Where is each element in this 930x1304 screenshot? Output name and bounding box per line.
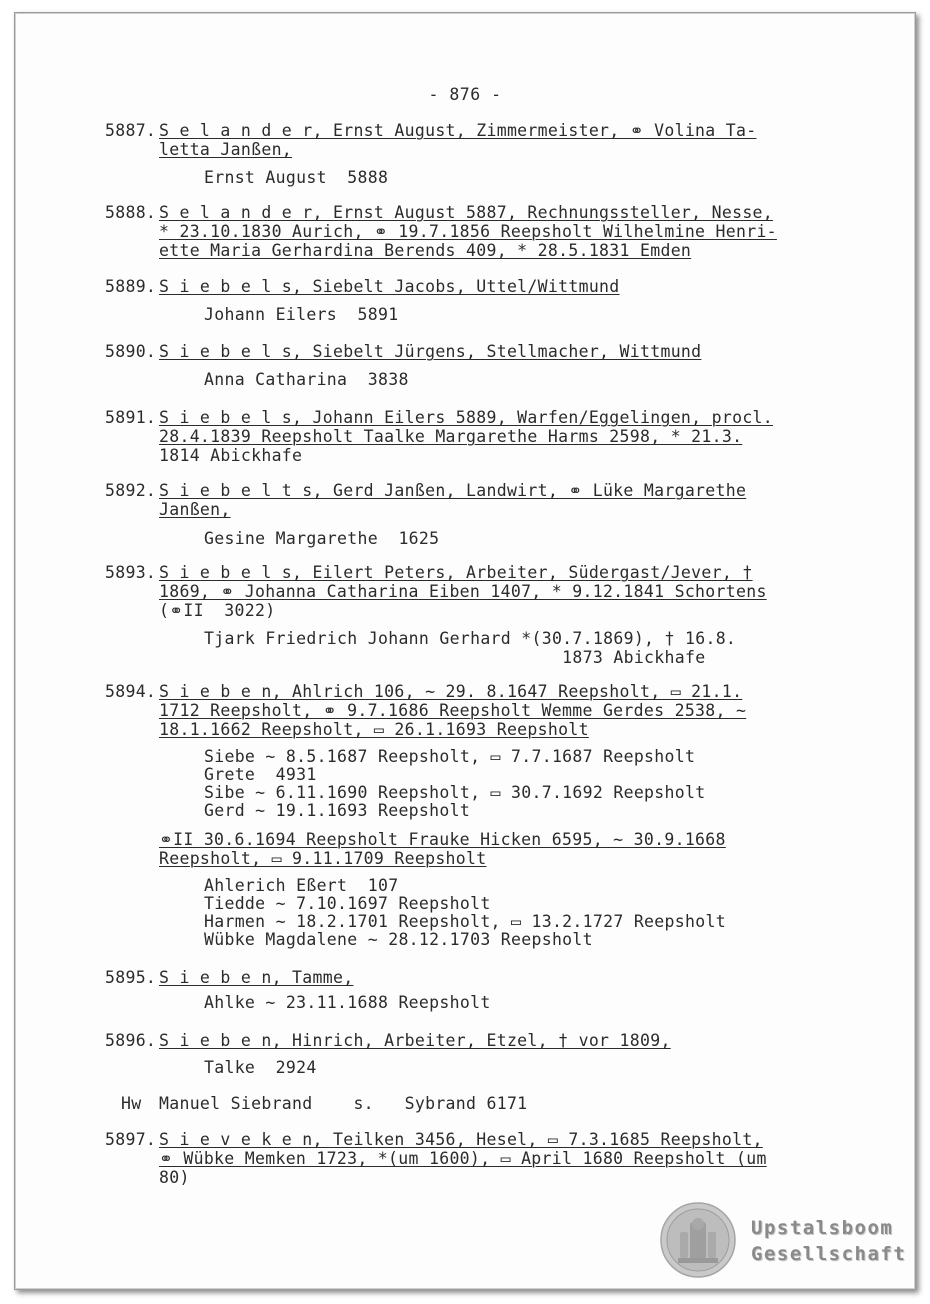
entry-number: 5894. <box>105 682 157 701</box>
entry-line: 1869, ⚭ Johanna Catharina Eiben 1407, * 9.12.1841 Schortens <box>159 582 767 601</box>
entry-line: 18.1.1662 Reepsholt, ▭ 26.1.1693 Reepsholt <box>159 720 589 739</box>
child-line: 1873 Abickhafe <box>204 648 706 667</box>
entry-number: 5888. <box>105 203 157 222</box>
publisher-name-line1: Upstalsboom <box>751 1217 894 1239</box>
entry-line: 28.4.1839 Reepsholt Taalke Margarethe Harms 2598, * 21.3. <box>159 427 743 446</box>
child-line: Siebe ~ 8.5.1687 Reepsholt, ▭ 7.7.1687 Reepsholt <box>204 747 696 766</box>
entry-number: 5892. <box>105 481 157 500</box>
entry-line: letta Janßen, <box>159 140 293 159</box>
entry-number: 5897. <box>105 1130 157 1149</box>
publisher-seal-icon <box>660 1202 736 1278</box>
entry-line: ette Maria Gerhardina Berends 409, * 28.5.1831 Emden <box>159 241 692 260</box>
child-line: Talke 2924 <box>204 1058 317 1077</box>
entry-line: ⚭ Wübke Memken 1723, *(um 1600), ▭ April 1680 Reepsholt (um <box>159 1149 767 1168</box>
entry-line: Manuel Siebrand s. Sybrand 6171 <box>159 1094 528 1113</box>
entry-number: 5893. <box>105 563 157 582</box>
entry-line: 80) <box>159 1168 190 1187</box>
entry-number: Hw <box>121 1094 142 1113</box>
child-line: Ahlke ~ 23.11.1688 Reepsholt <box>204 993 491 1012</box>
child-line: Gesine Margarethe 1625 <box>204 529 440 548</box>
second-marriage-line: Reepsholt, ▭ 9.11.1709 Reepsholt <box>159 849 487 868</box>
entry-line: 1814 Abickhafe <box>159 446 303 465</box>
child-line: Wübke Magdalene ~ 28.12.1703 Reepsholt <box>204 930 593 949</box>
entry-number: 5889. <box>105 277 157 296</box>
entry-line: S i e b e n, Hinrich, Arbeiter, Etzel, † vor 1809, <box>159 1031 671 1050</box>
entry-line: 1712 Reepsholt, ⚭ 9.7.1686 Reepsholt Wemme Gerdes 2538, ~ <box>159 701 747 720</box>
entry-line: * 23.10.1830 Aurich, ⚭ 19.7.1856 Reepsholt Wilhelmine Henri- <box>159 222 777 241</box>
entry-number: 5891. <box>105 408 157 427</box>
child-line: Ernst August 5888 <box>204 168 389 187</box>
child-line: Ahlerich Eßert 107 <box>204 876 399 895</box>
entry-line: S e l a n d e r, Ernst August 5887, Rechnungssteller, Nesse, <box>159 203 774 222</box>
document-page <box>14 12 916 1290</box>
publisher-name-line2: Gesellschaft <box>751 1243 907 1265</box>
child-line: Tiedde ~ 7.10.1697 Reepsholt <box>204 894 491 913</box>
child-line: Grete 4931 <box>204 765 317 784</box>
child-line: Anna Catharina 3838 <box>204 370 409 389</box>
child-line: Tjark Friedrich Johann Gerhard *(30.7.1869), † 16.8. <box>204 629 737 648</box>
child-line: Sibe ~ 6.11.1690 Reepsholt, ▭ 30.7.1692 Reepsholt <box>204 783 706 802</box>
entry-number: 5896. <box>105 1031 157 1050</box>
child-line: Johann Eilers 5891 <box>204 305 399 324</box>
entry-line: S i e b e l s, Johann Eilers 5889, Warfen/Eggelingen, procl. <box>159 408 774 427</box>
entry-line: S i e b e l s, Siebelt Jürgens, Stellmacher, Wittmund <box>159 342 702 361</box>
child-line: Gerd ~ 19.1.1693 Reepsholt <box>204 801 471 820</box>
entry-line: S i e b e n, Tamme, <box>159 968 354 987</box>
entry-line: S i e v e k e n, Teilken 3456, Hesel, ▭ 7.3.1685 Reepsholt, <box>159 1130 763 1149</box>
entry-line: S i e b e l t s, Gerd Janßen, Landwirt, ⚭ Lüke Margarethe <box>159 481 747 500</box>
entry-number: 5895. <box>105 968 157 987</box>
entry-number: 5887. <box>105 121 157 140</box>
child-line: Harmen ~ 18.2.1701 Reepsholt, ▭ 13.2.1727 Reepsholt <box>204 912 726 931</box>
entry-line: S i e b e n, Ahlrich 106, ~ 29. 8.1647 Reepsholt, ▭ 21.1. <box>159 682 743 701</box>
second-marriage-line: ⚭II 30.6.1694 Reepsholt Frauke Hicken 6595, ~ 30.9.1668 <box>159 830 726 849</box>
entry-line: S i e b e l s, Eilert Peters, Arbeiter, Südergast/Jever, † <box>159 563 753 582</box>
entry-number: 5890. <box>105 342 157 361</box>
publisher-name <box>751 1215 906 1267</box>
entry-line: S i e b e l s, Siebelt Jacobs, Uttel/Wittmund <box>159 277 620 296</box>
entry-line: S e l a n d e r, Ernst August, Zimmermeister, ⚭ Volina Ta- <box>159 121 757 140</box>
entry-line: (⚭II 3022) <box>159 601 276 620</box>
page-number: - 876 - <box>428 85 502 104</box>
entry-line: Janßen, <box>159 500 231 519</box>
